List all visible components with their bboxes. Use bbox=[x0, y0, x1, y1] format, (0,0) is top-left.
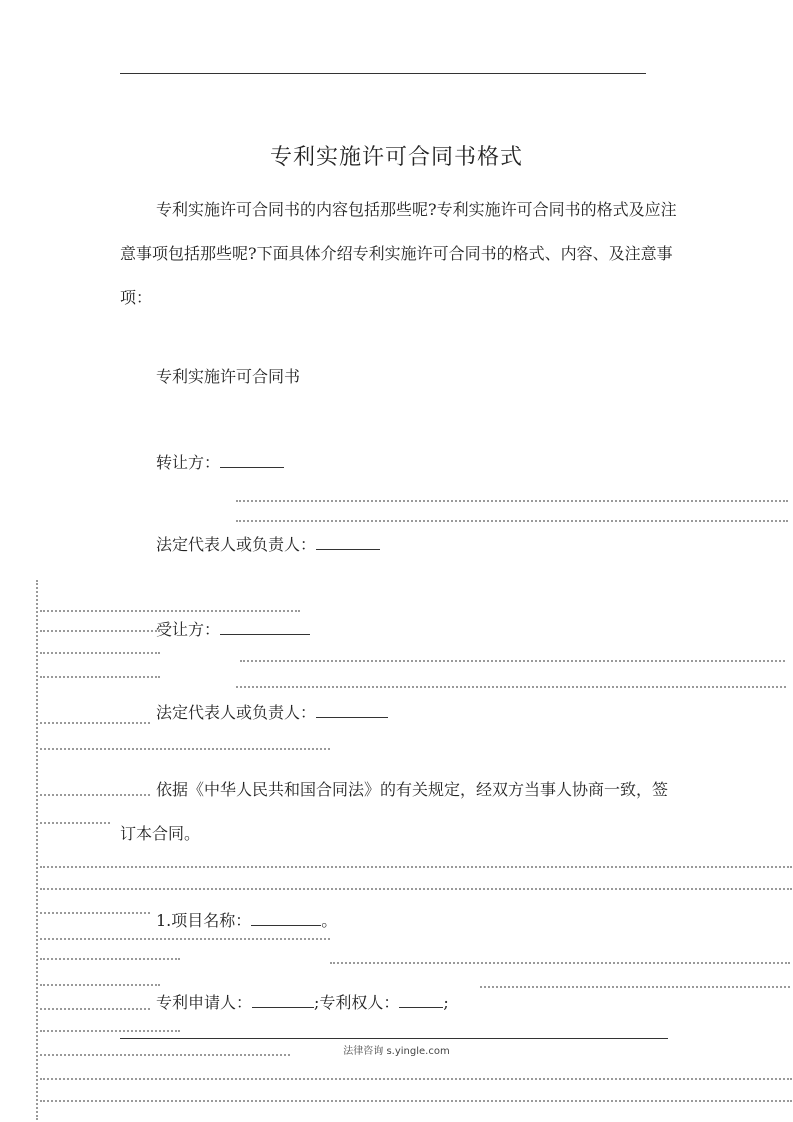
dotted-line bbox=[40, 794, 150, 796]
contract-heading: 专利实施许可合同书 bbox=[156, 367, 301, 386]
dotted-line bbox=[40, 888, 792, 890]
footer-text: 法律咨询 s.yingle.com bbox=[343, 1046, 450, 1057]
legal-rep-blank-2[interactable] bbox=[316, 703, 388, 718]
header-rule bbox=[120, 73, 646, 74]
dotted-line bbox=[40, 1100, 792, 1102]
dotted-line bbox=[40, 610, 300, 612]
legal-rep-label-1: 法定代表人或负责人： bbox=[156, 535, 317, 554]
dotted-line bbox=[36, 580, 38, 1120]
legal-rep-blank-1[interactable] bbox=[316, 535, 380, 550]
transferee-blank[interactable] bbox=[220, 620, 310, 635]
dotted-line bbox=[240, 660, 785, 662]
transferee-row bbox=[156, 617, 310, 640]
dotted-line bbox=[236, 500, 788, 502]
legal-rep-row-2 bbox=[156, 700, 388, 723]
dotted-line bbox=[40, 722, 150, 724]
patentee-blank[interactable] bbox=[399, 993, 443, 1008]
dotted-line bbox=[40, 1030, 180, 1032]
semicolon-2: ; bbox=[443, 993, 449, 1012]
dotted-line bbox=[236, 686, 786, 688]
dotted-line bbox=[330, 962, 790, 964]
transferor-row bbox=[156, 450, 284, 473]
project-name-suffix: 。 bbox=[321, 911, 338, 930]
applicant-blank[interactable] bbox=[252, 993, 314, 1008]
transferor-label: 转让方： bbox=[156, 453, 221, 472]
project-name-label: 1.项目名称： bbox=[156, 911, 252, 930]
dotted-line bbox=[480, 986, 790, 988]
page-title: 专利实施许可合同书格式 bbox=[269, 145, 523, 170]
patent-holder-row bbox=[156, 990, 449, 1013]
dotted-line bbox=[40, 866, 792, 868]
dotted-line bbox=[40, 958, 180, 960]
footer-rule bbox=[120, 1038, 668, 1039]
transferee-label: 受让方： bbox=[156, 620, 221, 639]
legal-rep-row-1 bbox=[156, 532, 380, 555]
dotted-line bbox=[40, 912, 150, 914]
dotted-line bbox=[40, 822, 110, 824]
dotted-line bbox=[40, 748, 330, 750]
agreement-paragraph: 依据《中华人民共和国合同法》的有关规定，经双方当事人协商一致，签订本合同。 bbox=[120, 780, 669, 843]
dotted-line bbox=[40, 938, 330, 940]
intro-paragraph: 专利实施许可合同书的内容包括那些呢?专利实施许可合同书的格式及应注意事项包括那些呢?下面具体介绍专利实施许可合同书的格式、内容、及注意事项： bbox=[120, 200, 677, 307]
dotted-line bbox=[40, 652, 160, 654]
dotted-line bbox=[40, 676, 160, 678]
semicolon-1: ; bbox=[314, 993, 320, 1012]
applicant-label: 专利申请人： bbox=[156, 993, 253, 1012]
project-name-blank[interactable] bbox=[251, 911, 321, 926]
project-name-row bbox=[156, 908, 337, 931]
patentee-label: 专利权人： bbox=[319, 993, 400, 1012]
dotted-line bbox=[40, 984, 160, 986]
dotted-line bbox=[236, 520, 788, 522]
dotted-line bbox=[40, 630, 160, 632]
legal-rep-label-2: 法定代表人或负责人： bbox=[156, 703, 317, 722]
transferor-blank[interactable] bbox=[220, 453, 284, 468]
dotted-line bbox=[40, 1008, 150, 1010]
dotted-line bbox=[40, 1078, 792, 1080]
